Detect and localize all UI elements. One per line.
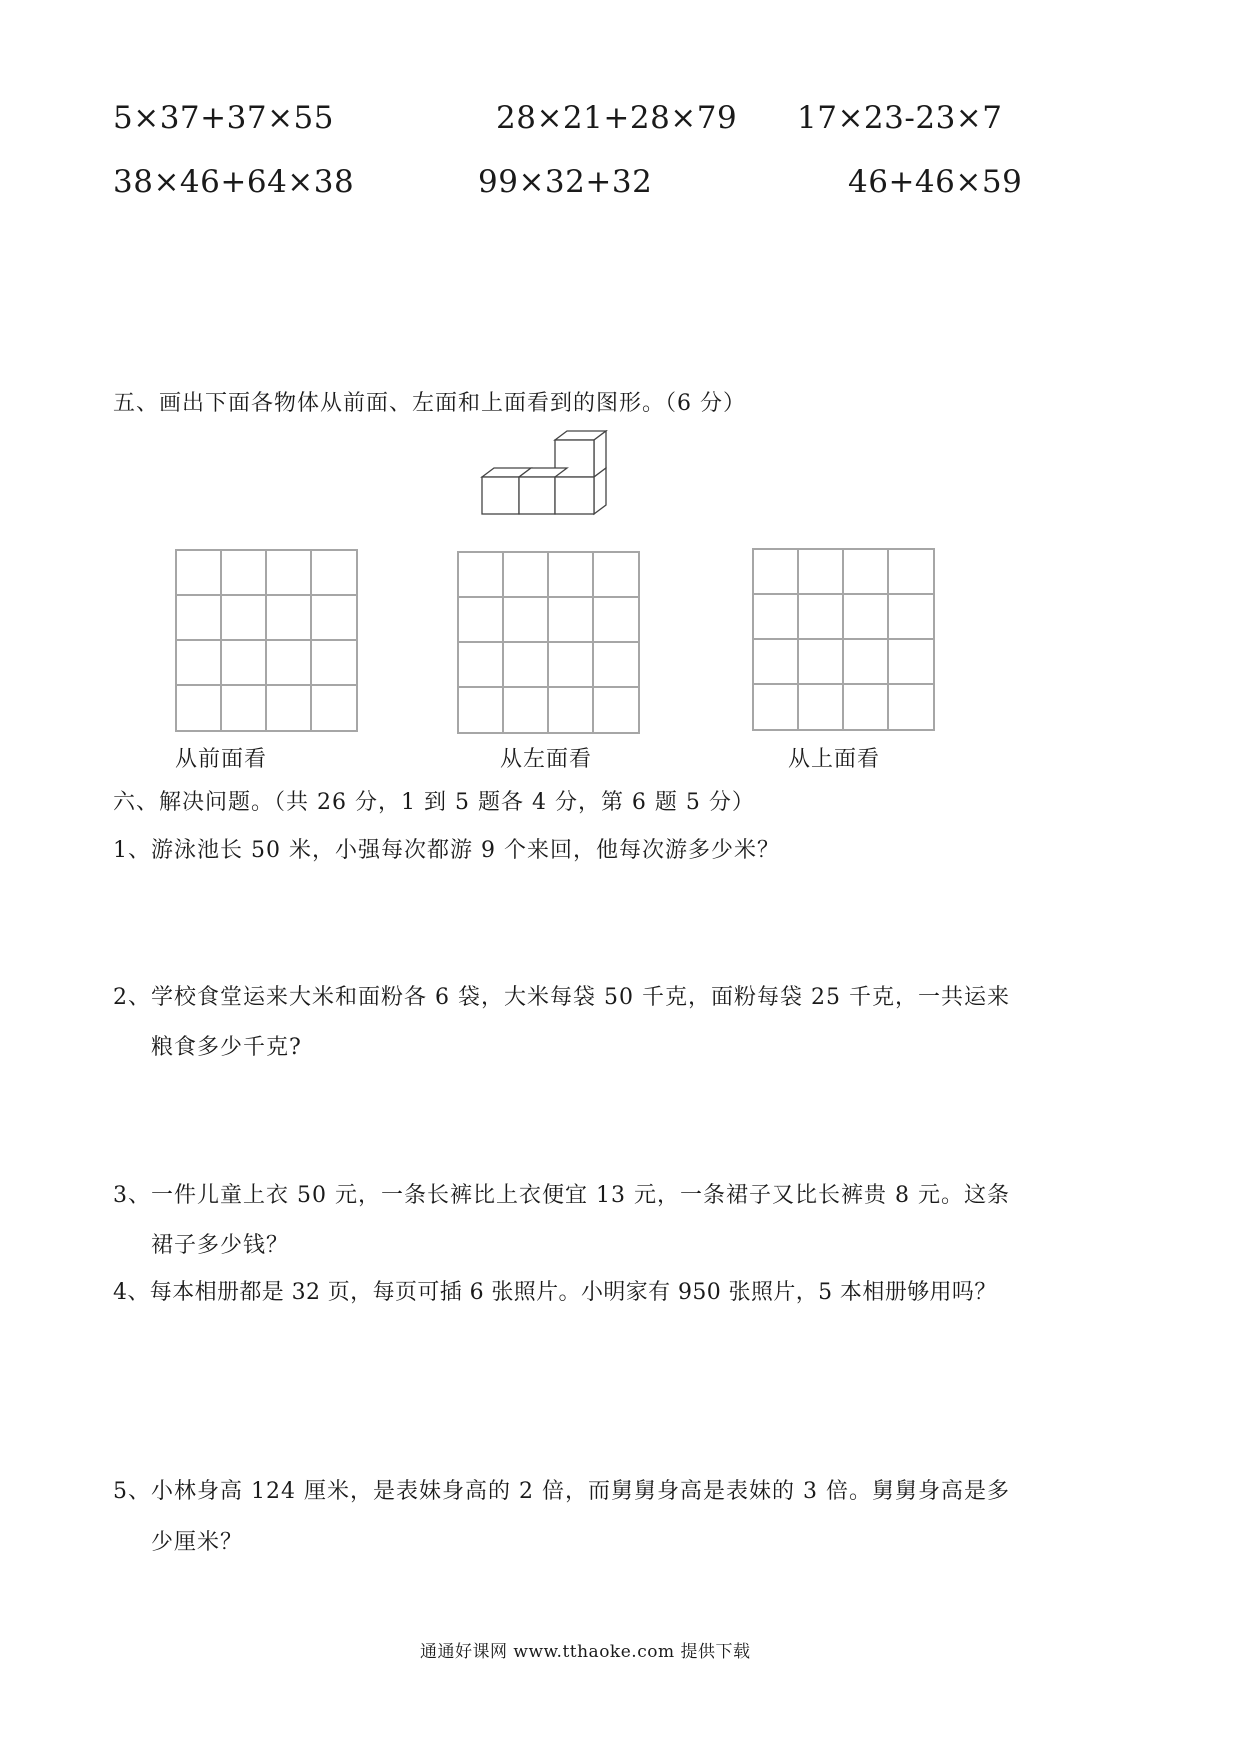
grid-label-front: 从前面看 (175, 747, 268, 772)
grid-front[interactable] (175, 549, 359, 733)
expression: 28×21+28×79 (496, 100, 738, 136)
question-5: 5、小林身高 124 厘米，是表妹身高的 2 倍，而舅舅身高是表妹的 3 倍。舅舅身高是多 (113, 1479, 1010, 1504)
expression: 99×32+32 (478, 164, 653, 200)
question-1: 1、游泳池长 50 米，小强每次都游 9 个来回，他每次游多少米？ (113, 838, 780, 863)
cube-figure (470, 430, 620, 530)
question-5-cont: 少厘米？ (151, 1530, 244, 1555)
footer-text: 通通好课网 www.tthaoke.com 提供下载 (420, 1642, 751, 1662)
question-3: 3、一件儿童上衣 50 元，一条长裤比上衣便宜 13 元，一条裙子又比长裤贵 8 元。这条 (113, 1183, 1010, 1208)
section-heading-5: 五、画出下面各物体从前面、左面和上面看到的图形。（6 分） (113, 391, 746, 416)
section-heading-6: 六、解决问题。（共 26 分，1 到 5 题各 4 分，第 6 题 5 分） (113, 790, 755, 815)
grid-label-left: 从左面看 (500, 747, 593, 772)
question-4: 4、每本相册都是 32 页，每页可插 6 张照片。小明家有 950 张照片，5 本相册够用吗？ (113, 1280, 997, 1305)
grid-left[interactable] (457, 551, 641, 735)
grid-label-top: 从上面看 (788, 747, 881, 772)
question-3-cont: 裙子多少钱？ (151, 1233, 290, 1258)
question-2: 2、学校食堂运来大米和面粉各 6 袋，大米每袋 50 千克，面粉每袋 25 千克，一共运来 (113, 985, 1010, 1010)
expression: 46+46×59 (848, 164, 1023, 200)
expression: 5×37+37×55 (113, 100, 334, 136)
expression: 38×46+64×38 (113, 164, 355, 200)
expression: 17×23-23×7 (797, 100, 1003, 136)
question-2-cont: 粮食多少千克? (151, 1035, 302, 1060)
grid-top[interactable] (752, 548, 936, 732)
